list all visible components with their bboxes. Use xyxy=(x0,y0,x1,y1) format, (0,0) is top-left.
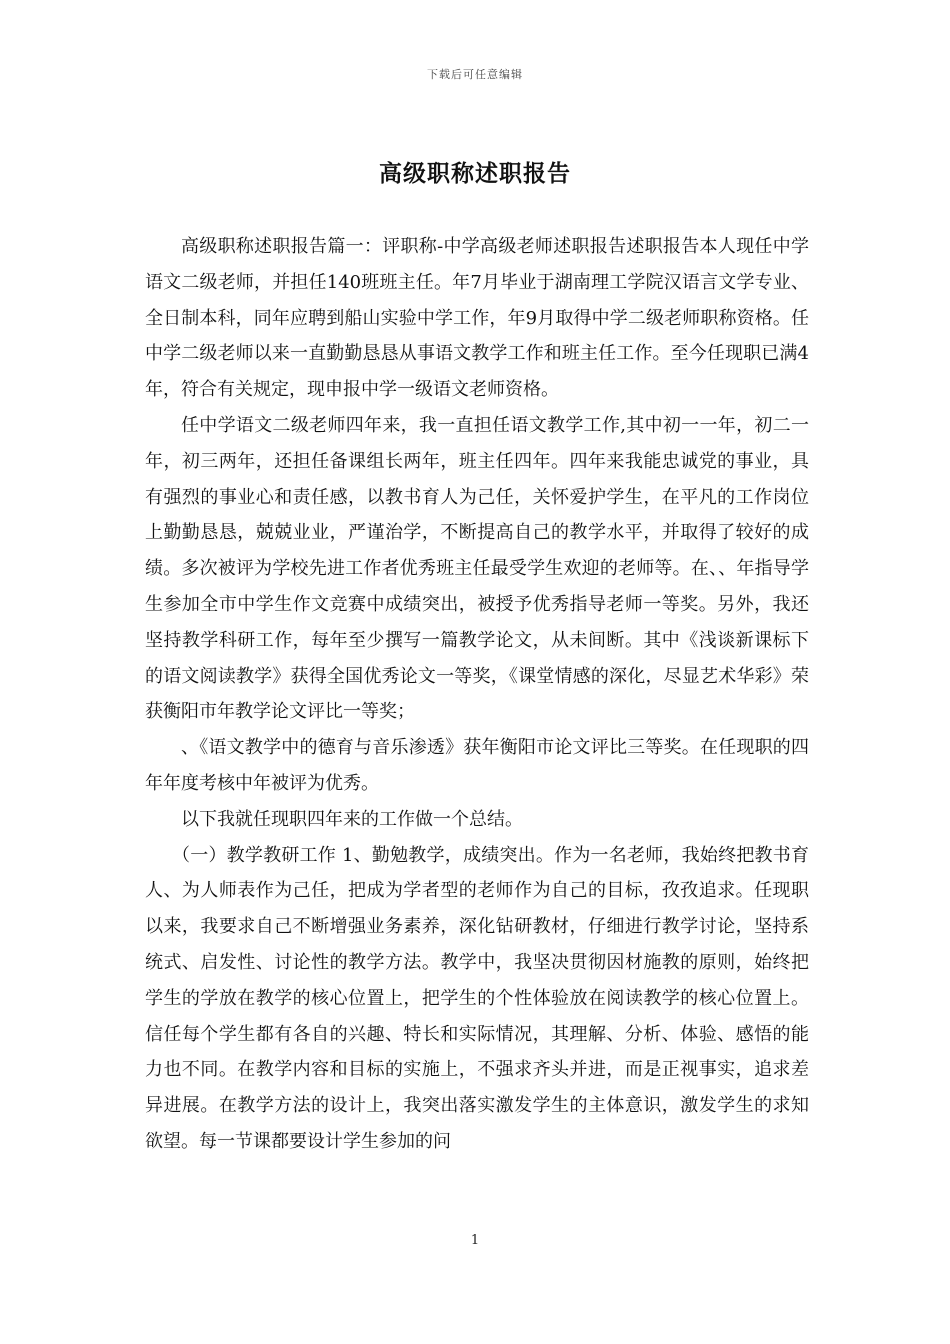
body-paragraph-5: （一）教学教研工作 1、勤勉教学，成绩突出。作为一名老师，我始终把教书育人、为人师表作为己任，把成为学者型的老师作为自己的目标，孜孜追求。任现职以来，我要求自己不断增强业务素养，深化钻研教材，仔细进行教学讨论，坚持系统式、启发性、讨论性的教学方法。教学中，我坚决贯彻因材施教的原则，始终把学生的学放在教学的核心位置上，把学生的个性体验放在阅读教学的核心位置上。信任每个学生都有各自的兴趣、特长和实际情况，其理解、分析、体验、感悟的能力也不同。在教学内容和目标的实施上，不强求齐头并进，而是正视事实，追求差异进展。在教学方法的设计上，我突出落实激发学生的主体意识，激发学生的求知欲望。每一节课都要设计学生参加的问 xyxy=(145,844,809,1152)
body-paragraph-3: 、《语文教学中的德育与音乐渗透》获年衡阳市论文评比三等奖。在任现职的四年年度考核中年被评为优秀。 xyxy=(145,737,809,794)
document-body xyxy=(145,229,809,1160)
body-paragraph-1: 高级职称述职报告篇一：评职称-中学高级老师述职报告述职报告本人现任中学语文二级老师，并担任140班班主任。年7月毕业于湖南理工学院汉语言文学专业、全日制本科，同年应聘到船山实验中学工作，年9月取得中学二级老师职称资格。任中学二级老师以来一直勤勤恳恳从事语文教学工作和班主任工作。至今任现职已满4年，符合有关规定，现申报中学一级语文老师资格。 xyxy=(145,236,809,401)
document-title: 高级职称述职报告 xyxy=(379,161,571,187)
page-number: 1 xyxy=(470,1233,480,1248)
body-paragraph-4: 以下我就任现职四年来的工作做一个总结。 xyxy=(181,808,523,830)
page-header-note: 下载后可任意编辑 xyxy=(427,68,523,81)
body-paragraph-2: 任中学语文二级老师四年来，我一直担任语文教学工作,其中初一一年，初二一年，初三两年，还担任备课组长两年，班主任四年。四年来我能忠诚党的事业，具有强烈的事业心和责任感，以教书育人为己任，关怀爱护学生，在平凡的工作岗位上勤勤恳恳，兢兢业业，严谨治学，不断提高自己的教学水平，并取得了较好的成绩。多次被评为学校先进工作者优秀班主任最受学生欢迎的老师等。在、、年指导学生参加全市中学生作文竞赛中成绩突出，被授予优秀指导老师一等奖。另外，我还坚持教学科研工作，每年至少撰写一篇教学论文，从未间断。其中《浅谈新课标下的语文阅读教学》获得全国优秀论文一等奖，《课堂情感的深化，尽显艺术华彩》荣获衡阳市年教学论文评比一等奖； xyxy=(145,414,809,723)
